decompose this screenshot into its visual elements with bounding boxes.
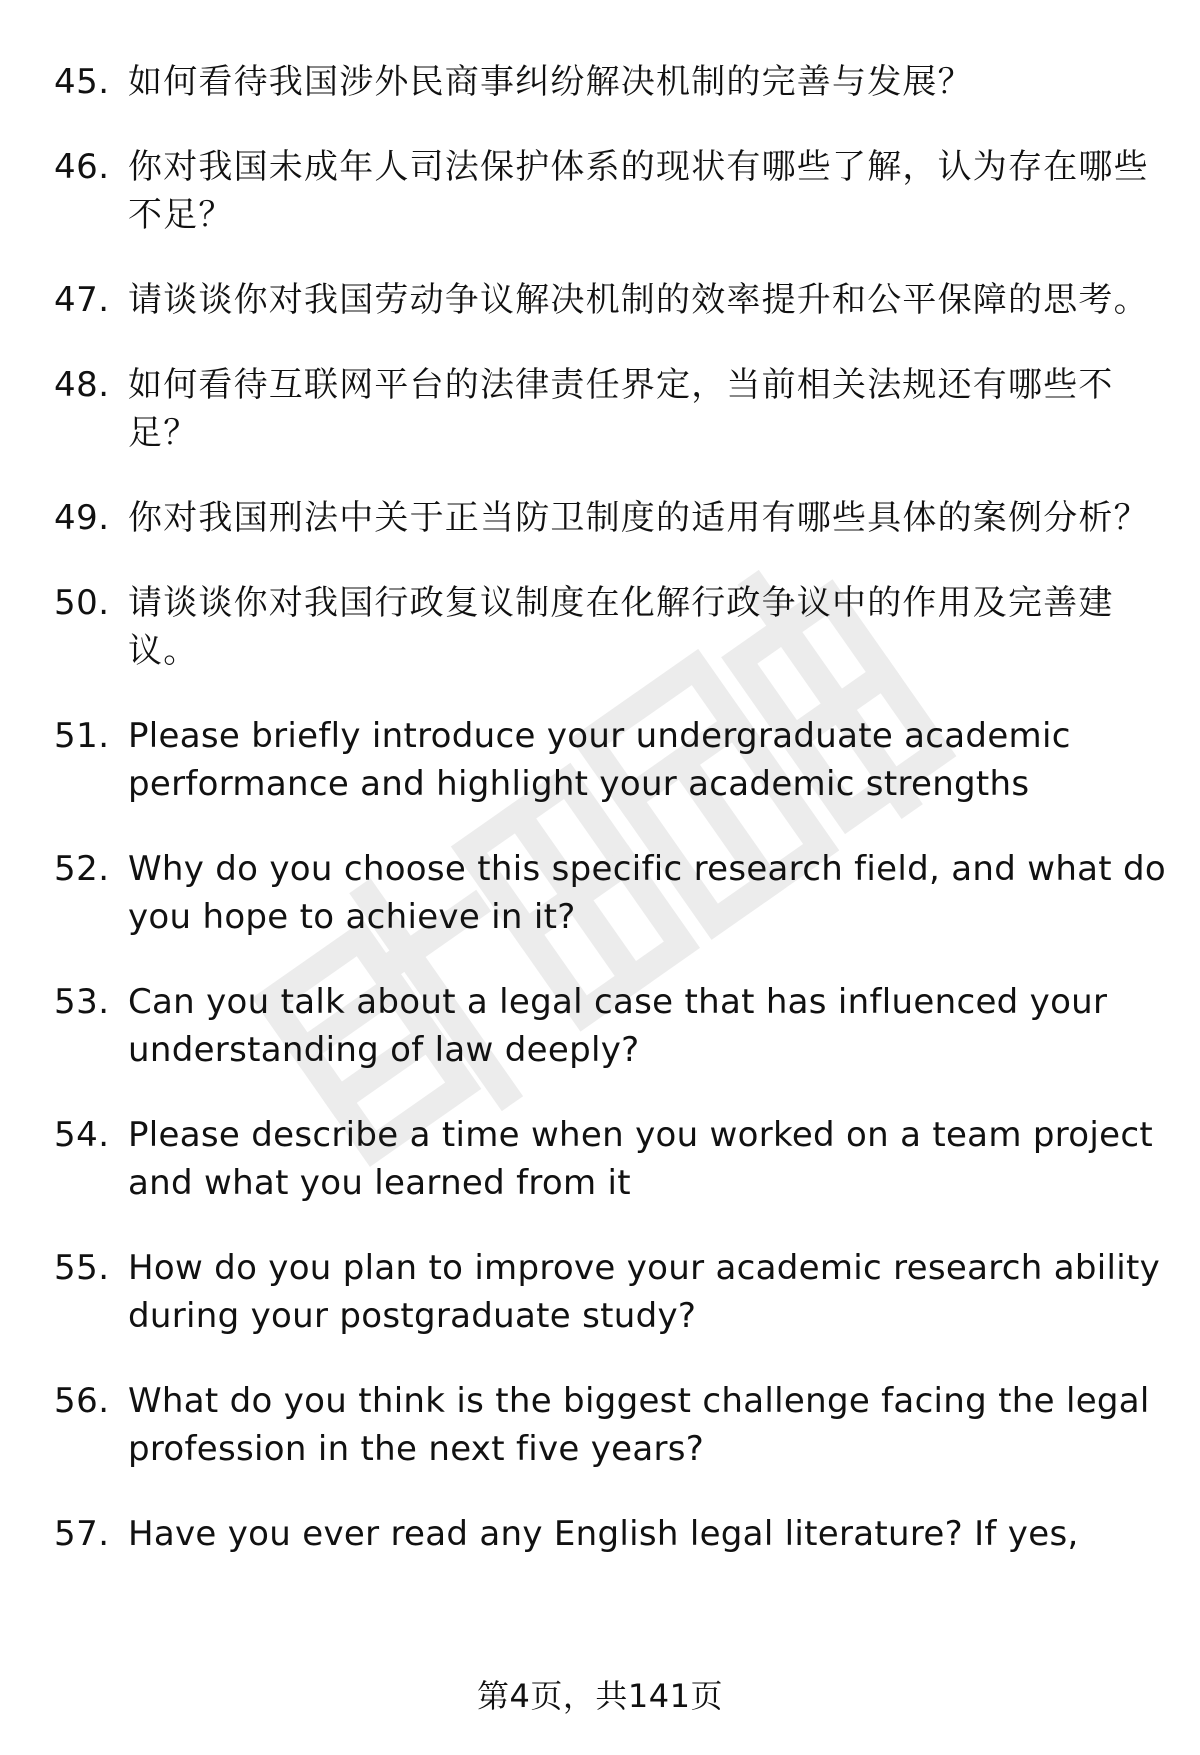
question-number: 48. [54, 365, 110, 405]
question-item [0, 978, 1200, 1074]
question-number: 54. [54, 1115, 110, 1155]
question-item [0, 845, 1200, 941]
question-item [0, 1510, 1200, 1558]
question-number: 53. [54, 982, 110, 1022]
question-text: How do you plan to improve your academic research ability during your postgraduate study? [128, 1248, 1161, 1336]
question-item [0, 143, 1200, 239]
page-footer: 第4页，共141页 [477, 1677, 723, 1715]
question-number: 52. [54, 849, 110, 889]
question-text: 如何看待互联网平台的法律责任界定，当前相关法规还有哪些不足？ [128, 365, 1114, 453]
question-item [0, 276, 1200, 324]
question-number: 46. [54, 147, 110, 187]
question-number: 49. [54, 498, 110, 538]
question-number: 45. [54, 62, 110, 102]
question-item [0, 1244, 1200, 1340]
question-number: 56. [54, 1381, 110, 1421]
question-item [0, 1377, 1200, 1473]
question-number: 51. [54, 716, 110, 756]
question-text: 你对我国刑法中关于正当防卫制度的适用有哪些具体的案例分析？ [128, 498, 1149, 538]
question-text: Can you talk about a legal case that has influenced your understanding of law deeply? [128, 982, 1108, 1070]
question-text: Please describe a time when you worked on a team project and what you learned from it [128, 1115, 1153, 1203]
question-number: 47. [54, 280, 110, 320]
question-text: What do you think is the biggest challenge facing the legal profession in the next five years? [128, 1381, 1150, 1469]
question-item [0, 712, 1200, 808]
question-item [0, 58, 1200, 106]
question-text: 如何看待我国涉外民商事纠纷解决机制的完善与发展？ [128, 62, 973, 102]
question-number: 55. [54, 1248, 110, 1288]
question-item [0, 494, 1200, 542]
question-list [0, 58, 1200, 1595]
question-item [0, 361, 1200, 457]
question-item [0, 1111, 1200, 1207]
question-number: 50. [54, 583, 110, 623]
question-item [0, 579, 1200, 675]
question-text: Why do you choose this specific research field, and what do you hope to achieve in it? [128, 849, 1167, 937]
question-text: 请谈谈你对我国劳动争议解决机制的效率提升和公平保障的思考。 [128, 280, 1149, 320]
question-text: 你对我国未成年人司法保护体系的现状有哪些了解，认为存在哪些不足？ [128, 147, 1149, 235]
question-text: Please briefly introduce your undergraduate academic performance and highlight your academic strengths [128, 716, 1071, 804]
question-text: Have you ever read any English legal literature? If yes, [128, 1514, 1079, 1554]
question-text: 请谈谈你对我国行政复议制度在化解行政争议中的作用及完善建议。 [128, 583, 1114, 671]
question-number: 57. [54, 1514, 110, 1554]
